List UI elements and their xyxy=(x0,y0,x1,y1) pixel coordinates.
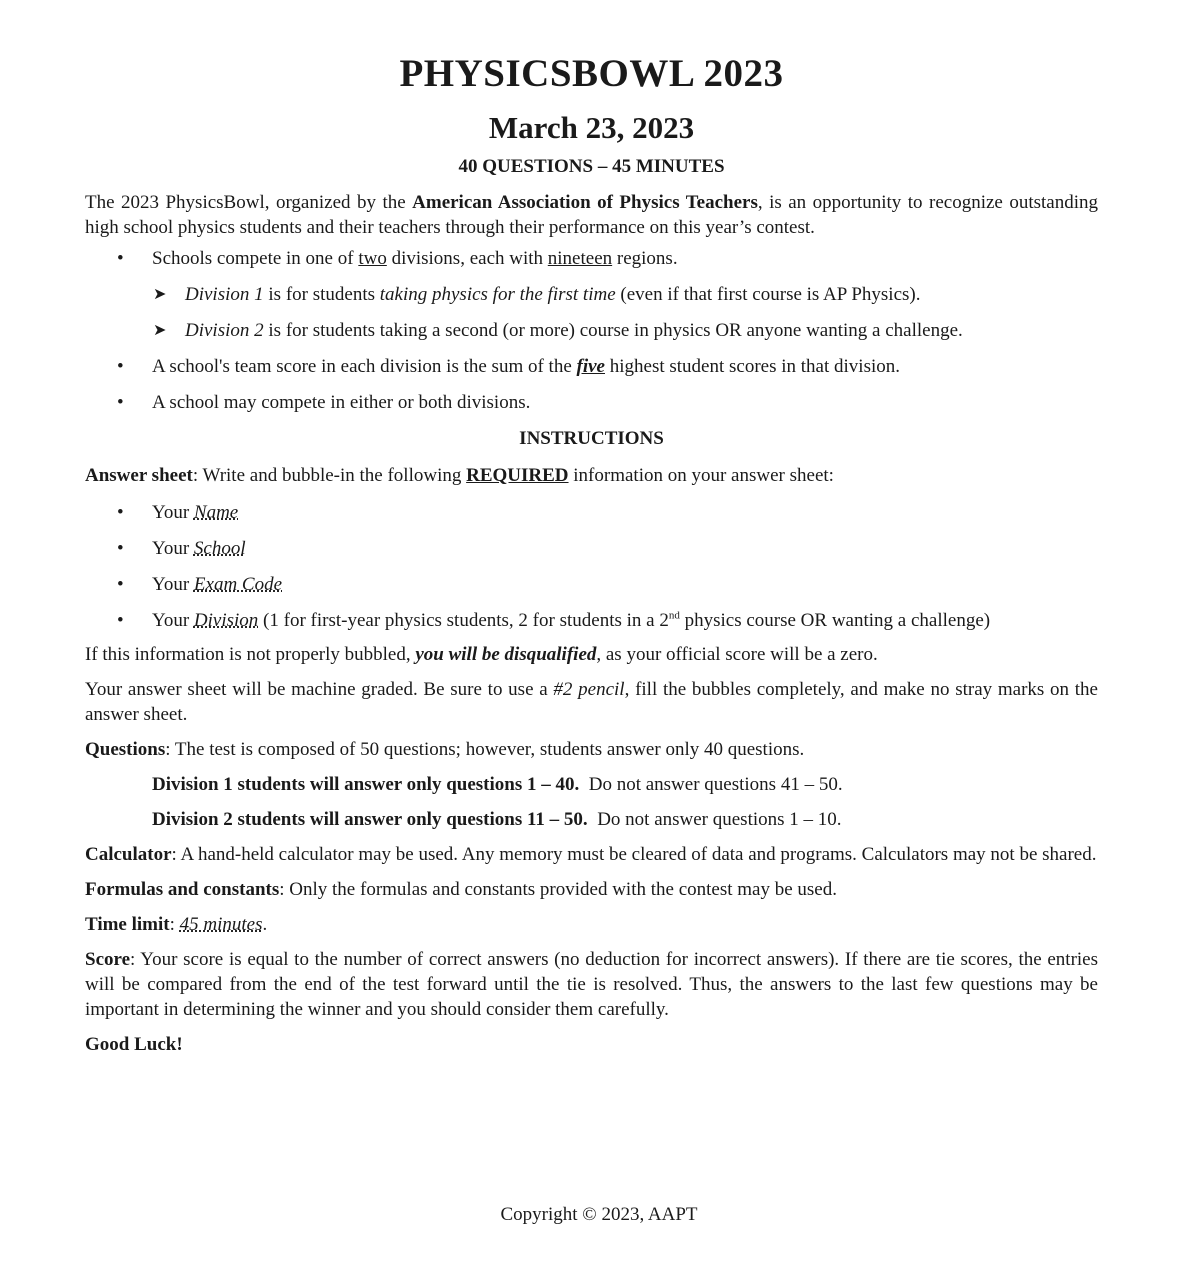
list-item: ➤ Division 1 is for students taking physics for the first time (even if that first course is AP Physics). xyxy=(153,284,921,305)
answer-sheet-paragraph: Answer sheet: Write and bubble-in the following REQUIRED information on your answer sheet: xyxy=(85,465,834,486)
list-item: • Your Division (1 for first-year physics students, 2 for students in a 2nd physics course OR wanting a challenge) xyxy=(117,609,991,631)
list-item: • Schools compete in one of two divisions, each with nineteen regions. xyxy=(117,248,678,269)
exam-date: March 23, 2023 xyxy=(488,110,695,145)
list-item: • Your Exam Code xyxy=(117,574,283,595)
score-paragraph: Score: Your score is equal to the number of correct answers (no deduction for incorrect answers). If there are tie scores, the entries will be compared from the end of the test forward until the tie is resolved. Thus, the answers to the last few questions may be important in determining the winner and you should consider them carefully. xyxy=(85,949,1098,1020)
list-item: • Your Name xyxy=(117,502,239,523)
bullet-icon: • xyxy=(117,538,124,559)
arrow-bullet-icon: ➤ xyxy=(153,322,167,339)
machine-graded-paragraph: Your answer sheet will be machine graded. Be sure to use a #2 pencil, fill the bubbles completely, and make no stray marks on the answer sheet. xyxy=(85,679,1098,725)
page-title: PHYSICSBOWL 2023 xyxy=(399,52,784,95)
list-item: • A school's team score in each division is the sum of the five highest student scores in that division. xyxy=(117,356,901,377)
intro-paragraph: The 2023 PhysicsBowl, organized by the American Association of Physics Teachers, is an opportunity to recognize outstanding high school physics students and their teachers through their performance on this year’s contest. xyxy=(85,192,1098,238)
list-item: • Your School xyxy=(117,538,246,559)
arrow-bullet-icon: ➤ xyxy=(153,286,167,303)
good-luck: Good Luck! xyxy=(85,1034,183,1055)
division-list xyxy=(85,282,1098,343)
bullet-icon: • xyxy=(117,610,124,631)
division-2-questions: Division 2 students will answer only questions 11 – 50. Do not answer questions 1 – 10. xyxy=(152,809,842,830)
competition-rules-list xyxy=(85,246,1098,271)
list-item: • A school may compete in either or both divisions. xyxy=(117,392,531,413)
copyright-notice: Copyright © 2023, AAPT xyxy=(500,1204,698,1225)
bullet-icon: • xyxy=(117,248,124,269)
bullet-icon: • xyxy=(117,356,124,377)
organizer-name: American Association of Physics Teachers xyxy=(412,192,758,213)
exam-meta: 40 QUESTIONS – 45 MINUTES xyxy=(458,156,725,177)
required-info-list xyxy=(85,500,1098,633)
instructions-heading: INSTRUCTIONS xyxy=(519,428,664,449)
calculator-paragraph: Calculator: A hand-held calculator may be used. Any memory must be cleared of data and programs. Calculators may not be shared. xyxy=(85,844,1097,865)
formulas-paragraph: Formulas and constants: Only the formulas and constants provided with the contest may be used. xyxy=(85,879,837,900)
bullet-icon: • xyxy=(117,502,124,523)
bullet-icon: • xyxy=(117,392,124,413)
questions-paragraph: Questions: The test is composed of 50 questions; however, students answer only 40 questions. xyxy=(85,739,805,760)
division-1-questions: Division 1 students will answer only questions 1 – 40. Do not answer questions 41 – 50. xyxy=(152,774,843,795)
bullet-icon: • xyxy=(117,574,124,595)
disqualify-paragraph: If this information is not properly bubbled, you will be disqualified, as your official score will be a zero. xyxy=(85,644,878,665)
exam-cover-page xyxy=(85,50,1098,1057)
list-item: ➤ Division 2 is for students taking a second (or more) course in physics OR anyone wanting a challenge. xyxy=(153,320,963,341)
team-rules-list xyxy=(85,354,1098,415)
time-limit-paragraph: Time limit: 45 minutes. xyxy=(85,914,268,935)
